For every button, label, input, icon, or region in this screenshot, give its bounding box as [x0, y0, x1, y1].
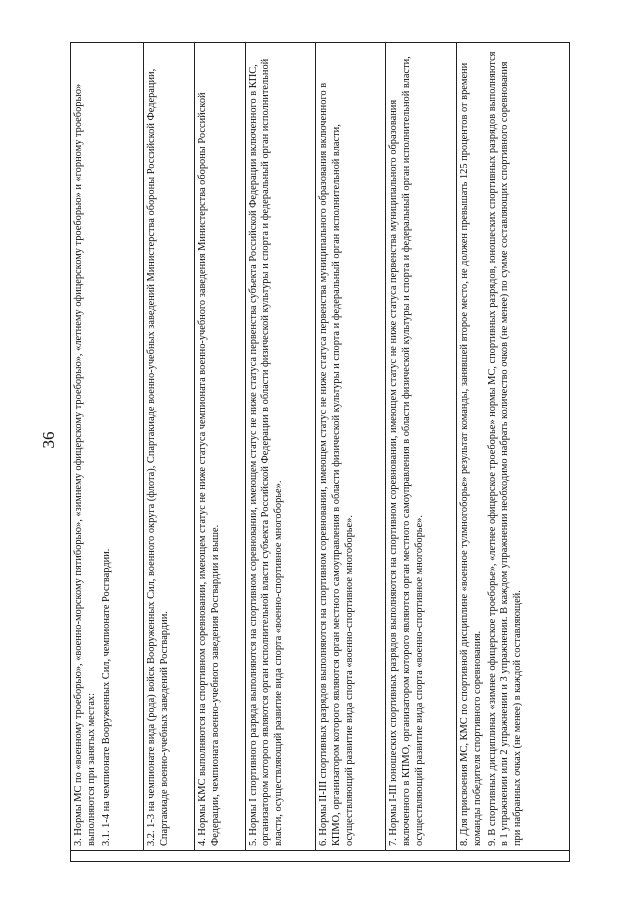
paragraph: 9. В спортивных дисциплинах «зимнее офицерское троеборье», «летнее офицерское троеборье» нормы МС, спортивных разрядов, юношеских спортивных разрядов выполняются в 1 упражнении или 2 упражнении и 3 упражнении. В каждом упражнении необходимо набрать количество очков (не менее) по сумме составляющих спортивного соревнования при набранных очках (не менее) в каждой составляющей.	[486, 51, 524, 846]
left-margin-column	[71, 851, 570, 862]
paragraph: 3. Нормы МС по «военному троеборью», «военно-морскому пятиборью», «зимнему офицерскому троеборью», «летнему офицерскому троеборью» и «горному троеборью» выполняются при занятых местах:	[73, 83, 97, 846]
table-cell	[195, 43, 246, 851]
paragraph: 3.1. 1-4 на чемпионате Вооруженных Сил, чемпионате Росгвардии.	[100, 548, 112, 846]
table-row	[315, 43, 385, 862]
table-row	[144, 43, 195, 862]
table-row	[245, 43, 315, 862]
table-cell	[245, 43, 315, 851]
table-cell	[456, 43, 569, 851]
table-row	[386, 43, 456, 862]
table-cell	[71, 43, 144, 851]
table-row	[71, 43, 144, 862]
rotated-page	[70, 42, 570, 862]
table-row	[195, 43, 246, 862]
page-number: 36	[39, 431, 58, 449]
table-cell	[144, 43, 195, 851]
table-row	[456, 43, 569, 862]
paragraph: 5. Нормы I спортивного разряда выполняются на спортивном соревновании, имеющем статус не ниже статуса первенства субъекта Российской Федерации включенного в КПС, организатором которого являются орган исполнительной власти субъекта Российской Федерации в области физической культуры и спорта и федеральный орган исполнительной власти, осуществляющий развитие вида спорта «военно-спортивное многоборье».	[247, 58, 285, 846]
paragraph: 8. Для присвоения МС, КМС по спортивной дисциплине «военное тулмногоборье» результат команды, занявшей второе место, не должен превышать 125 процентов от времени команды победителя спортивного соревнования.	[458, 62, 483, 846]
paragraph: 3.2. 1-3 на чемпионате вида (рода) войск Вооруженных Сил, военного округа (флота), Спартакиаде военно-учебных заведений Министерства обороны Российской Федерации, Спартакиаде военно-учебных заведений Росгвардии.	[146, 68, 171, 846]
norms-table	[70, 42, 570, 862]
paragraph: 4. Нормы КМС выполняются на спортивном соревновании, имеющем статус не ниже статуса чемпионата военно-учебного заведения Министерства обороны Российской Федерации, чемпионата военно-учебного заведения Росгвардии и выше.	[197, 92, 221, 846]
paragraph: 6. Нормы II-III спортивных разрядов выполняются на спортивном соревновании, имеющем статус не ниже статуса первенства муниципального образования включенного в КПМО, организатором которого являются орган местного самоуправления в области физической культуры и спорта и федеральный орган исполнительной власти, осуществляющий развитие вида спорта «военно-спортивное многоборье».	[317, 82, 355, 846]
table-cell	[315, 43, 385, 851]
table-cell	[386, 43, 456, 851]
paragraph: 7. Нормы I-III юношеских спортивных разрядов выполняются на спортивном соревновании, имеющем статус не ниже статуса первенства муниципального образования включенного в КПМО, организатором которого являются орган местного самоуправления в области физической культуры и спорта и федеральный орган исполнительной власти, осуществляющий развитие вида спорта «военно-спортивное многоборье».	[388, 56, 426, 846]
